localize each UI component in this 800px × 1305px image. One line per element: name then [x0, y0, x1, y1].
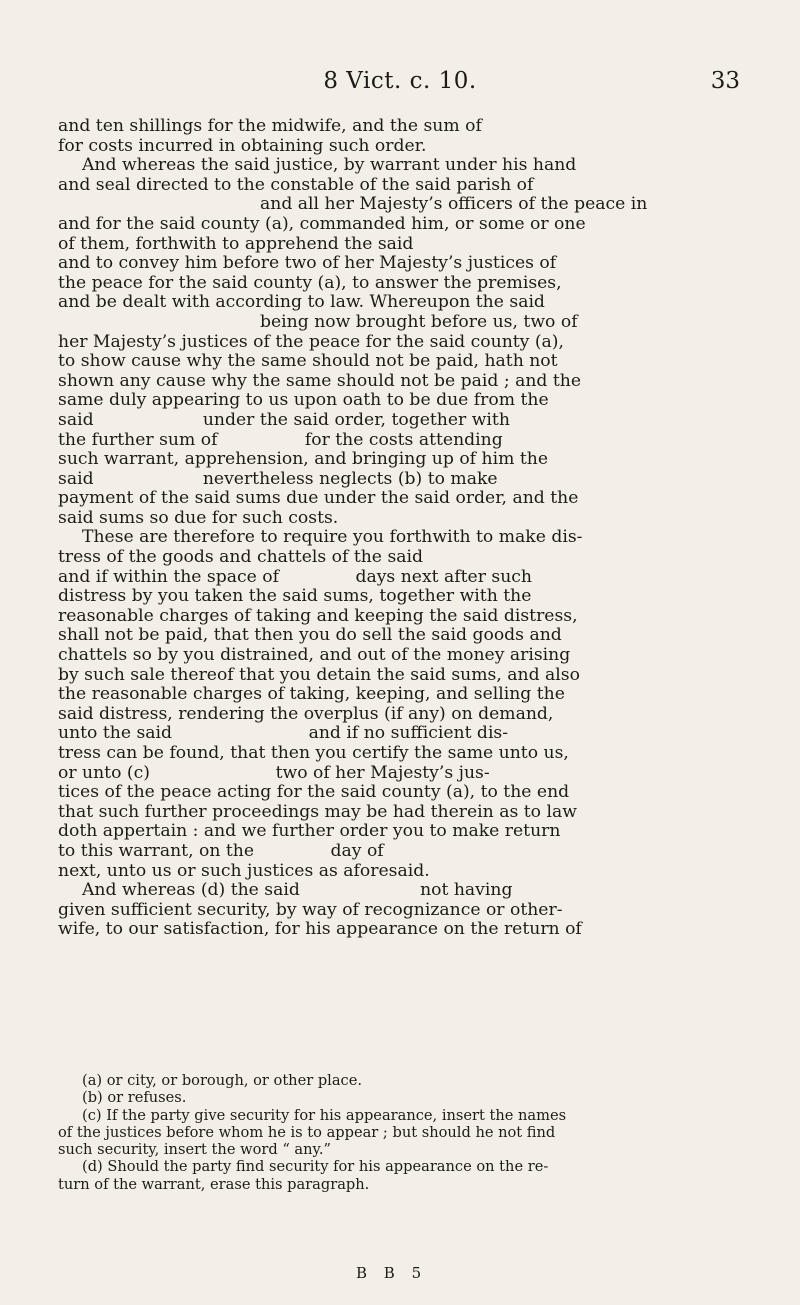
text-line: These are therefore to require you forthwith to make dis-	[82, 527, 583, 548]
footnote-line: (a) or city, or borough, or other place.	[82, 1072, 362, 1089]
signature-mark: B B 5	[356, 1264, 428, 1282]
text-line: such warrant, apprehension, and bringing up of him the	[58, 449, 548, 470]
text-line: doth appertain : and we further order you to make return	[58, 821, 561, 842]
text-line: tress of the goods and chattels of the said	[58, 547, 424, 568]
text-line: wife, to our satisfaction, for his appearance on the return of	[58, 919, 582, 940]
text-line: said distress, rendering the overplus (if any) on demand,	[58, 703, 554, 724]
text-line: said under the said order, together with	[58, 409, 510, 430]
footnote-line: (c) If the party give security for his appearance, insert the names	[82, 1106, 567, 1124]
text-line: distress by you taken the said sums, together with the	[58, 586, 532, 607]
text-line: that such further proceedings may be had therein as to law	[58, 801, 577, 822]
footnote-line: turn of the warrant, erase this paragraph.	[58, 1175, 370, 1193]
text-line: unto the said and if no sufficient dis-	[58, 723, 509, 744]
text-line: shall not be paid, that then you do sell the said goods and	[58, 625, 562, 646]
body-text	[58, 117, 740, 940]
text-line: and all her Majesty’s officers of the peace in	[260, 194, 648, 215]
text-line: said sums so due for such costs.	[58, 507, 339, 528]
text-line: and ten shillings for the midwife, and the sum of	[58, 116, 482, 136]
footnote-line: (b) or refuses.	[82, 1089, 187, 1107]
text-line: reasonable charges of taking and keeping the said distress,	[58, 605, 578, 626]
footnote-line: of the justices before whom he is to appear ; but should he not find	[58, 1123, 556, 1141]
page-title: 8 Vict. c. 10.	[323, 68, 477, 94]
text-line: said nevertheless neglects (b) to make	[58, 468, 498, 489]
text-line: next, unto us or such justices as aforesaid.	[58, 860, 430, 881]
text-line: And whereas (d) the said not having	[82, 880, 513, 901]
footnote-line: such security, insert the word “ any.”	[58, 1141, 331, 1159]
text-line: shown any cause why the same should not be paid ; and the	[58, 370, 582, 391]
text-line: by such sale thereof that you detain the said sums, and also	[58, 664, 580, 685]
text-line: tices of the peace acting for the said county (a), to the end	[58, 782, 570, 803]
text-line: or unto (c) two of her Majesty’s jus-	[58, 762, 490, 783]
text-line: and if within the space of days next after such	[58, 566, 532, 587]
text-line: being now brought before us, two of	[260, 311, 578, 332]
footnote-line: (d) Should the party find security for his appearance on the re-	[82, 1158, 549, 1176]
text-line: the peace for the said county (a), to answer the premises,	[58, 272, 562, 293]
text-line: same duly appearing to us upon oath to be due from the	[58, 390, 549, 411]
text-line: to this warrant, on the day of	[58, 840, 384, 861]
footnotes	[58, 1072, 740, 1193]
text-line: and for the said county (a), commanded him, or some or one	[58, 213, 586, 234]
text-line: And whereas the said justice, by warrant under his hand	[82, 155, 577, 176]
page-number: 33	[710, 68, 740, 94]
running-head	[0, 68, 800, 102]
text-line: tress can be found, that then you certify the same unto us,	[58, 743, 569, 763]
text-line: the reasonable charges of taking, keeping, and selling the	[58, 684, 565, 705]
text-line: the further sum of for the costs attending	[58, 429, 503, 450]
text-line: given sufficient security, by way of recognizance or other-	[58, 899, 563, 920]
text-line: her Majesty’s justices of the peace for the said county (a),	[58, 331, 564, 352]
text-line: and seal directed to the constable of the said parish of	[58, 174, 534, 195]
text-line: to show cause why the same should not be paid, hath not	[58, 351, 558, 372]
text-line: for costs incurred in obtaining such order.	[58, 135, 427, 156]
text-line: and to convey him before two of her Majesty’s justices of	[58, 253, 557, 274]
text-line: and be dealt with according to law. Whereupon the said	[58, 292, 545, 313]
text-line: chattels so by you distrained, and out of the money arising	[58, 645, 571, 666]
text-line: payment of the said sums due under the said order, and the	[58, 488, 579, 509]
text-line: of them, forthwith to apprehend the said	[58, 233, 414, 254]
